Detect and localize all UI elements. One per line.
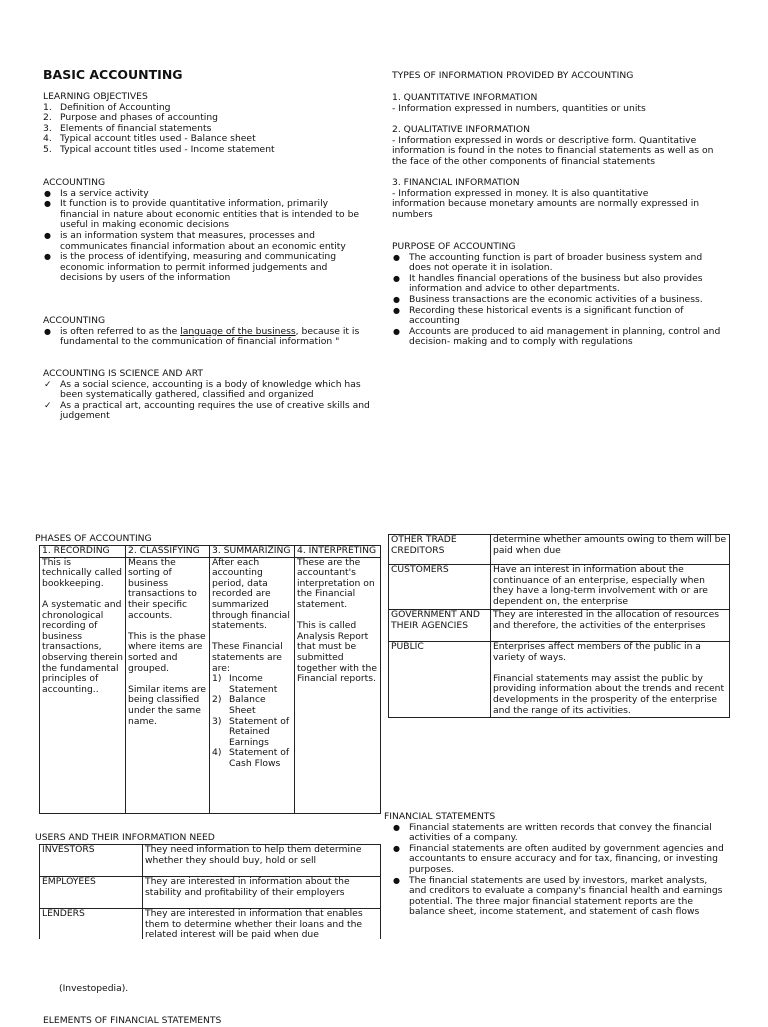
bullet-icon: ● — [393, 305, 400, 315]
bullet-icon: ● — [393, 294, 400, 304]
list-item: ● Financial statements are written records that convey the financial activities of a company. — [393, 821, 712, 844]
bullet-icon: ● — [44, 188, 51, 198]
list-item: 4. Typical account titles used - Balance sheet — [43, 133, 256, 145]
need-cell: Enterprises affect members of the public in a variety of ways. Financial statements may assist the public by providing information about the trends and recent developments in the prosperity of the enterprise and the range of its activities. — [491, 642, 730, 718]
list-item: ● It function is to provide quantitative information, primarily financial in nature about economic entities that is intended to be useful in making economic decisions — [44, 198, 360, 231]
types-item-financial: 3. FINANCIAL INFORMATION - Information expressed in money. It is also quantitative information because monetary amounts are normally expressed in numbers — [392, 177, 700, 220]
list-item: 4) Statement of Cash Flows — [212, 747, 290, 769]
accounting-list — [43, 189, 365, 284]
learning-objectives-heading: LEARNING OBJECTIVES — [43, 91, 148, 102]
list-item: ● Recording these historical events is a significant function of accounting — [393, 304, 684, 327]
bullet-icon: ● — [44, 230, 51, 240]
user-cell: EMPLOYEES — [40, 877, 143, 909]
accounting-heading: ACCOUNTING — [43, 177, 106, 188]
phases-header-interpreting: 4. INTERPRETING — [295, 546, 381, 558]
checkmark-icon: ✓ — [44, 379, 52, 390]
user-cell: PUBLIC — [389, 642, 491, 718]
user-cell: INVESTORS — [40, 845, 143, 877]
phases-cell-summarizing: After each accounting period, data recorded are summarized through financial statements. These Financial statements are are: 1) Income Statement 2) Balance Sheet 3) Statement of Retained Earnings 4) Statement of Cash Flows — [210, 557, 295, 813]
list-item: 3. Elements of financial statements — [43, 122, 212, 134]
types-item-qualitative: 2. QUALITATIVE INFORMATION - Information expressed in words or descriptive form. Quantitative information is found in the notes to financial statements as well as on the face of the other components of financial statements — [392, 124, 714, 167]
bullet-icon: ● — [44, 252, 51, 262]
list-item: ● Business transactions are the economic activities of a business. — [393, 293, 703, 305]
purpose-heading: PURPOSE OF ACCOUNTING — [392, 241, 516, 252]
page-title: BASIC ACCOUNTING — [43, 67, 183, 82]
list-item: ✓ As a social science, accounting is a body of knowledge which has been systematically gathered, classified and organized — [44, 378, 361, 401]
need-cell: They are interested in information about the stability and profitability of their employers — [143, 877, 381, 909]
bullet-icon: ● — [393, 326, 400, 336]
phases-header-recording: 1. RECORDING — [40, 546, 126, 558]
phases-cell-recording: This is technically called bookkeeping. A systematic and chronological recording of business transactions, observing therein the fundamental principles of accounting.. — [40, 557, 126, 813]
need-cell: They are interested in the allocation of resources and therefore, the activities of the enterprises — [491, 610, 730, 642]
list-item: ● is often referred to as the language of the business, because it is fundamental to the communication of financial information " — [44, 325, 360, 348]
phases-header-classifying: 2. CLASSIFYING — [126, 546, 210, 558]
list-item: 2. Purpose and phases of accounting — [43, 112, 219, 124]
elements-heading: ELEMENTS OF FINANCIAL STATEMENTS — [43, 1015, 222, 1026]
need-cell: determine whether amounts owing to them will be paid when due — [491, 535, 730, 565]
user-cell: CUSTOMERS — [389, 565, 491, 610]
phases-table — [39, 545, 381, 814]
list-item: ● Is a service activity — [44, 187, 149, 199]
bullet-icon: ● — [393, 273, 400, 283]
types-item-quantitative: 1. QUANTITATIVE INFORMATION - Information expressed in numbers, quantities or units — [392, 92, 646, 114]
list-item: ● Financial statements are often audited by government agencies and accountants to ensure accuracy and for tax, financing, or investing purposes. — [393, 842, 724, 875]
list-item: 2) Balance Sheet — [212, 694, 266, 716]
bullet-icon: ● — [393, 875, 400, 885]
users-heading: USERS AND THEIR INFORMATION NEED — [35, 832, 215, 843]
list-item: 3) Statement of Retained Earnings — [212, 715, 290, 748]
users-table-left-wrapper — [39, 844, 381, 939]
accounting-language-heading: ACCOUNTING — [43, 315, 106, 326]
list-item: ● Accounts are produced to aid management in planning, control and decision- making and to comply with regulations — [393, 325, 721, 348]
accounting-language-section — [43, 316, 365, 348]
accounting-section — [43, 178, 365, 284]
bullet-icon: ● — [393, 822, 400, 832]
phases-cell-interpreting: These are the accountant's interpretation on the Financial statement. This is called Analysis Report that must be submitted together with the Financial reports. — [295, 557, 381, 813]
user-cell: GOVERNMENT AND THEIR AGENCIES — [389, 610, 491, 642]
user-cell: OTHER TRADE CREDITORS — [389, 535, 491, 565]
list-item: ● The accounting function is part of broader business system and does not operate it in isolation. — [393, 251, 703, 274]
list-item: ✓ As a practical art, accounting requires the use of creative skills and judgement — [44, 399, 370, 422]
phases-header-summarizing: 3. SUMMARIZING — [210, 546, 295, 558]
science-art-heading: ACCOUNTING IS SCIENCE AND ART — [43, 368, 204, 379]
user-cell: LENDERS — [40, 909, 143, 940]
need-cell: Have an interest in information about the continuance of an enterprise, especially when they have a long-term involvement with or are dependent on, the enterprise — [491, 565, 730, 610]
learning-objectives-list — [43, 103, 373, 156]
list-item: ● is an information system that measures, processes and communicates financial information about an economic entity — [44, 229, 346, 252]
list-item: 1. Definition of Accounting — [43, 101, 171, 113]
need-cell: They are interested in information that enables them to determine whether their loans and the related interest will be paid when due — [143, 909, 381, 940]
science-art-section — [43, 369, 373, 422]
users-table-right — [388, 534, 730, 718]
bullet-icon: ● — [44, 326, 51, 336]
list-item: ● is the process of identifying, measuring and communicating economic information to permit informed judgements and decisions by users of the information — [44, 251, 337, 284]
users-table-left — [39, 844, 381, 939]
financial-statements-section — [384, 812, 724, 918]
purpose-section — [392, 242, 722, 348]
financial-statements-heading: FINANCIAL STATEMENTS — [384, 811, 496, 822]
source-citation: (Investopedia). — [59, 983, 129, 994]
phases-cell-classifying: Means the sorting of business transactions to their specific accounts. This is the phase where items are sorted and grouped. Similar items are being classified under the same name. — [126, 557, 210, 813]
bullet-icon: ● — [393, 252, 400, 262]
bullet-icon: ● — [44, 199, 51, 209]
learning-objectives-section — [43, 92, 373, 156]
list-item: 1) Income Statement — [212, 673, 278, 695]
list-item: ● It handles financial operations of the business but also provides information and advice to other departments. — [393, 272, 703, 295]
phases-heading: PHASES OF ACCOUNTING — [35, 533, 152, 544]
list-item: 5. Typical account titles used - Income statement — [43, 143, 275, 155]
list-item: ● The financial statements are used by investors, market analysts, and creditors to evaluate a company's financial health and earnings potential. The three major financial statement reports are the balance sheet, income statement, and statement of cash flows — [393, 874, 723, 918]
types-heading: TYPES OF INFORMATION PROVIDED BY ACCOUNTING — [392, 70, 634, 81]
checkmark-icon: ✓ — [44, 400, 52, 411]
bullet-icon: ● — [393, 843, 400, 853]
need-cell: They need information to help them determine whether they should buy, hold or sell — [143, 845, 381, 877]
